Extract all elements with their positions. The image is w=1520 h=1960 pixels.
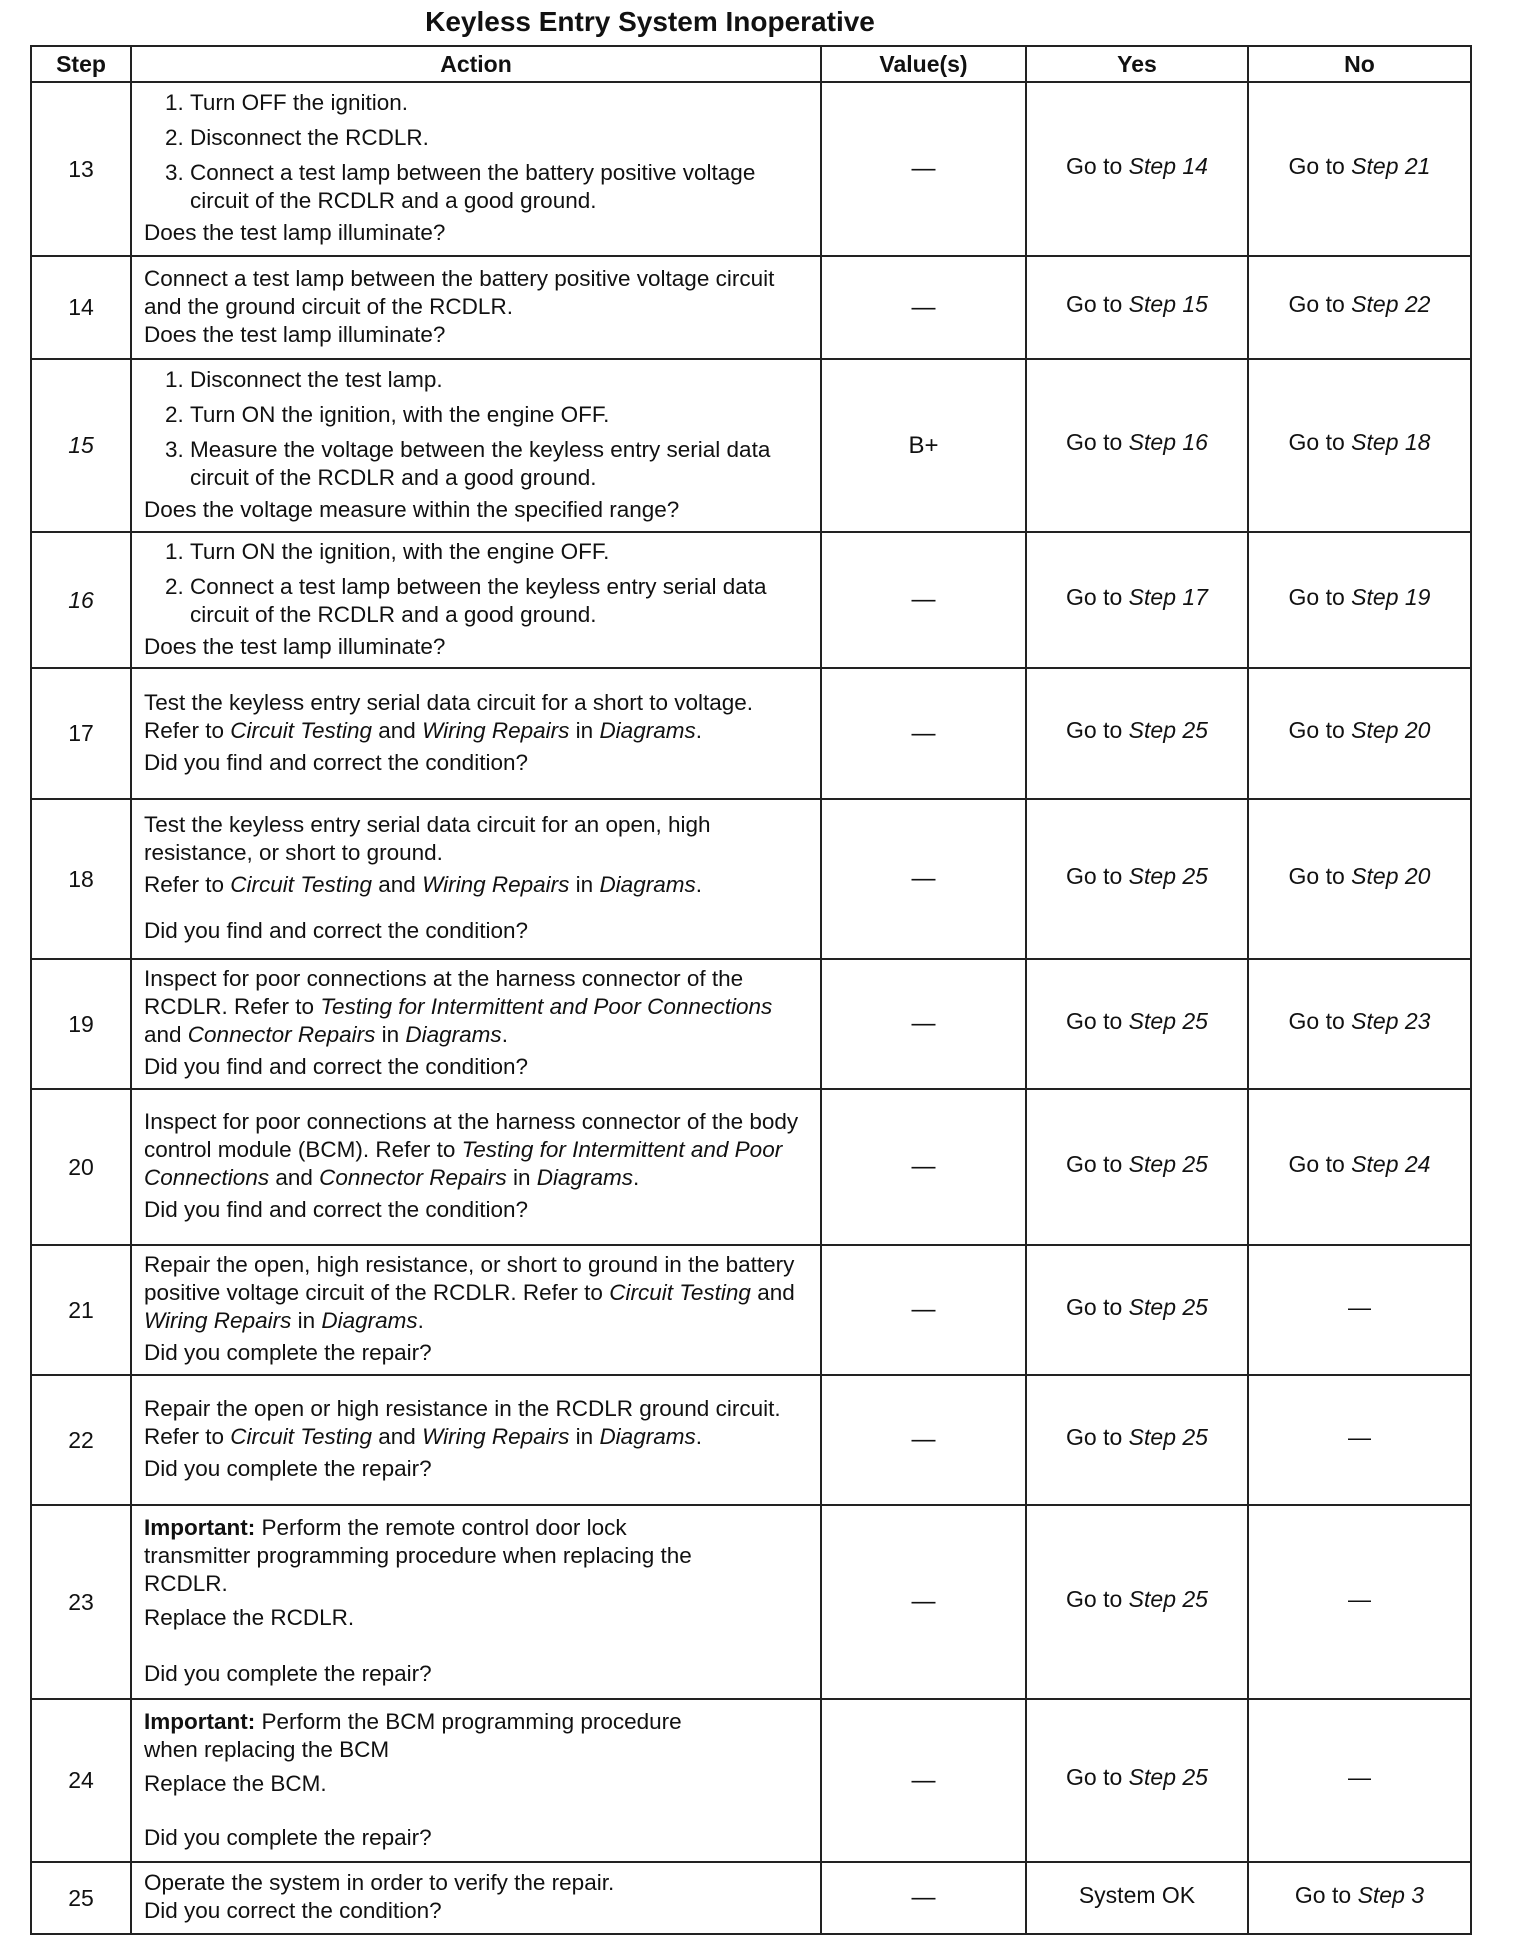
table-row [31,799,1471,959]
action-cell [131,1089,821,1245]
step-number: 18 [31,799,131,959]
value-cell: — [821,1699,1026,1862]
action-cell [131,1862,821,1934]
value-cell: — [821,1505,1026,1699]
no-cell: Go to Step 20 [1248,668,1471,799]
action-question: Did you complete the repair? [144,1456,432,1481]
table-row [31,532,1471,668]
action-question: Did you complete the repair? [144,1824,432,1850]
value-cell: — [821,799,1026,959]
yes-cell: Go to Step 16 [1026,359,1248,532]
action-question: Does the voltage measure within the specified range? [144,496,680,522]
action-cell [131,799,821,959]
table-row [31,82,1471,256]
action-text: Replace the BCM. [144,1770,327,1796]
step-number: 17 [31,668,131,799]
yes-cell: Go to Step 25 [1026,1375,1248,1505]
action-text: Inspect for poor connections at the harness connector of the body control module (BCM). Refer to Testing for Intermittent and Poor Connections and Connector Repairs in Diagrams. [144,1109,799,1190]
action-text: Inspect for poor connections at the harness connector of the RCDLR. Refer to Testing for Intermittent and Poor Connections and Connector Repairs in Diagrams. [144,966,773,1047]
action-item: 3. Measure the voltage between the keyless entry serial data circuit of the RCDLR and a good ground. [190,436,812,492]
yes-cell: System OK [1026,1862,1248,1934]
action-question: Did you find and correct the condition? [144,749,528,775]
yes-cell: Go to Step 25 [1026,959,1248,1089]
step-number: 16 [31,532,131,668]
step-number: 14 [31,256,131,359]
action-item: 1. Turn OFF the ignition. [190,89,812,117]
table-header-row [31,46,1471,82]
action-item: 2. Disconnect the RCDLR. [190,124,812,152]
action-question: Did you complete the repair? [144,1661,432,1686]
step-number: 19 [31,959,131,1089]
action-cell [131,1699,821,1862]
action-question: Did you correct the condition? [144,1898,442,1923]
action-cell [131,1375,821,1505]
action-cell [131,959,821,1089]
step-number: 15 [31,359,131,532]
yes-cell: Go to Step 25 [1026,668,1248,799]
action-text: Test the keyless entry serial data circuit for an open, high resistance, or short to ground. [144,812,711,865]
header-no: No [1248,46,1471,82]
no-cell: Go to Step 24 [1248,1089,1471,1245]
step-number: 22 [31,1375,131,1505]
table-row [31,1505,1471,1699]
action-cell [131,532,821,668]
action-text: Repair the open or high resistance in the RCDLR ground circuit. Refer to Circuit Testing and Wiring Repairs in Diagrams. [144,1396,781,1449]
value-cell: — [821,82,1026,256]
no-cell: Go to Step 20 [1248,799,1471,959]
header-yes: Yes [1026,46,1248,82]
value-cell: — [821,1862,1026,1934]
table-row [31,359,1471,532]
step-number: 25 [31,1862,131,1934]
no-cell: Go to Step 22 [1248,256,1471,359]
step-number: 21 [31,1245,131,1375]
action-item: 2. Connect a test lamp between the keyless entry serial data circuit of the RCDLR and a good ground. [190,573,812,629]
value-cell: B+ [821,359,1026,532]
step-number: 13 [31,82,131,256]
no-cell: Go to Step 19 [1248,532,1471,668]
action-item: 1. Disconnect the test lamp. [190,366,812,394]
no-cell: Go to Step 18 [1248,359,1471,532]
table-row [31,959,1471,1089]
table-row [31,1245,1471,1375]
value-cell: — [821,1089,1026,1245]
table-row [31,1089,1471,1245]
table-row [31,1699,1471,1862]
action-cell [131,256,821,359]
value-cell: — [821,532,1026,668]
step-number: 23 [31,1505,131,1699]
action-cell [131,82,821,256]
action-item: 1. Turn ON the ignition, with the engine OFF. [190,538,812,566]
action-question: Does the test lamp illuminate? [144,321,446,347]
value-cell: — [821,256,1026,359]
action-text: Test the keyless entry serial data circuit for a short to voltage. Refer to Circuit Testing and Wiring Repairs in Diagrams. [144,689,754,743]
action-question: Did you complete the repair? [144,1340,432,1365]
value-cell: — [821,1375,1026,1505]
yes-cell: Go to Step 25 [1026,1245,1248,1375]
diagnostic-table [30,45,1472,1935]
action-question: Did you find and correct the condition? [144,1197,528,1222]
yes-cell: Go to Step 17 [1026,532,1248,668]
action-question: Did you find and correct the condition? [144,1054,528,1079]
yes-cell: Go to Step 25 [1026,1699,1248,1862]
no-cell: — [1248,1505,1471,1699]
no-cell: Go to Step 21 [1248,82,1471,256]
action-cell [131,668,821,799]
header-action: Action [131,46,821,82]
no-cell: Go to Step 3 [1248,1862,1471,1934]
action-text: Repair the open, high resistance, or short to ground in the battery positive voltage circuit of the RCDLR. Refer to Circuit Testing and Wiring Repairs in Diagrams. [144,1252,795,1333]
value-cell: — [821,1245,1026,1375]
action-question: Did you find and correct the condition? [144,918,528,943]
action-text: Connect a test lamp between the battery positive voltage circuit and the ground circuit of the RCDLR. [144,265,775,319]
yes-cell: Go to Step 25 [1026,1505,1248,1699]
step-number: 24 [31,1699,131,1862]
table-row [31,668,1471,799]
table-row [31,1862,1471,1934]
table-row [31,1375,1471,1505]
action-item: 2. Turn ON the ignition, with the engine OFF. [190,401,812,429]
yes-cell: Go to Step 25 [1026,1089,1248,1245]
action-question: Does the test lamp illuminate? [144,220,446,245]
action-cell [131,1505,821,1699]
no-cell: — [1248,1245,1471,1375]
no-cell: — [1248,1375,1471,1505]
table-row [31,256,1471,359]
page-title: Keyless Entry System Inoperative [425,6,875,37]
action-question: Does the test lamp illuminate? [144,633,446,659]
action-item: 3. Connect a test lamp between the battery positive voltage circuit of the RCDLR and a good ground. [190,159,812,215]
action-cell [131,1245,821,1375]
no-cell: Go to Step 23 [1248,959,1471,1089]
important-note: Important: Perform the BCM programming procedure when replacing the BCM [144,1708,682,1762]
action-text: Replace the RCDLR. [144,1605,355,1630]
header-values: Value(s) [821,46,1026,82]
yes-cell: Go to Step 25 [1026,799,1248,959]
value-cell: — [821,668,1026,799]
action-text: Refer to Circuit Testing and Wiring Repairs in Diagrams. [144,872,702,897]
yes-cell: Go to Step 14 [1026,82,1248,256]
action-cell [131,359,821,532]
header-step: Step [31,46,131,82]
no-cell: — [1248,1699,1471,1862]
step-number: 20 [31,1089,131,1245]
action-text: Operate the system in order to verify the repair. [144,1870,615,1895]
yes-cell: Go to Step 15 [1026,256,1248,359]
important-note: Important: Perform the remote control door lock transmitter programming procedure when replacing the RCDLR. [144,1515,692,1596]
value-cell: — [821,959,1026,1089]
